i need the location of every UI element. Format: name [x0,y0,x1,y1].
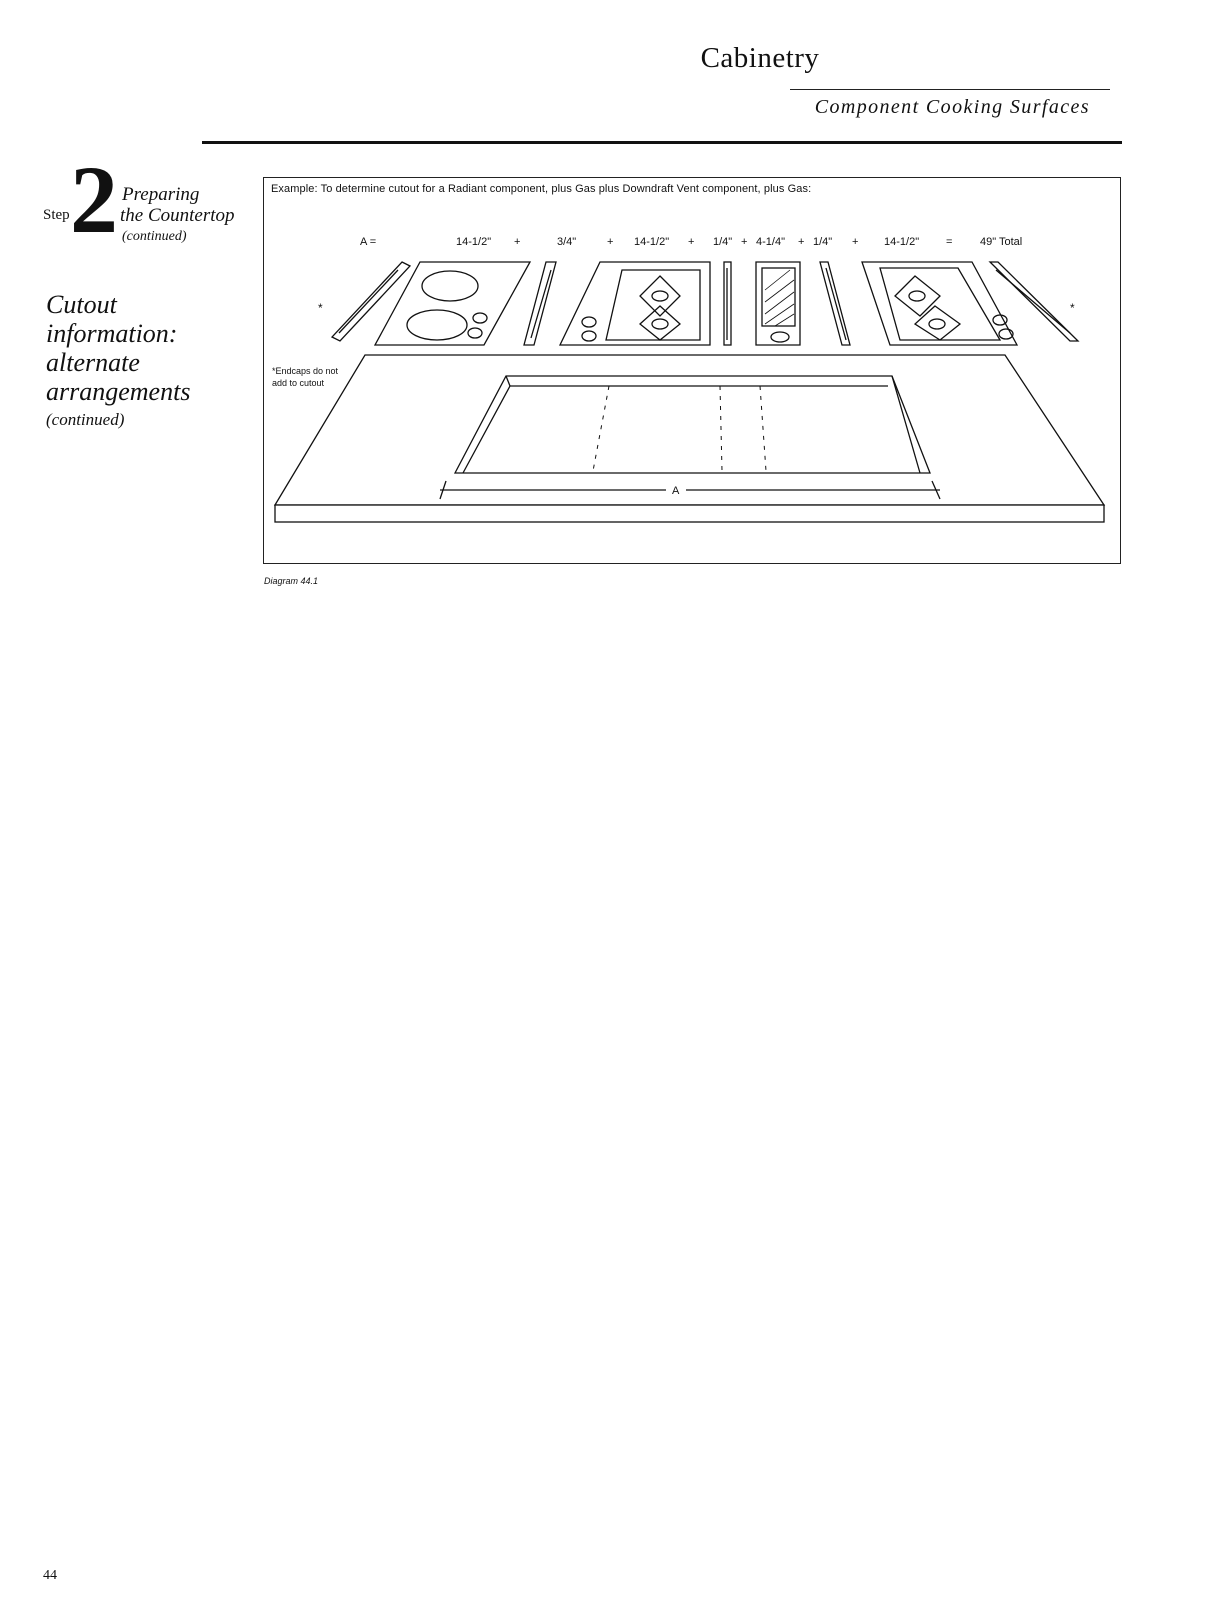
formula-term: 3/4" [557,236,577,248]
step-title-line1: Preparing [122,184,200,205]
step-number: 2 [70,146,118,253]
formula-term: A = [360,236,377,248]
step-title-line3: (continued) [122,229,187,244]
cutout-opening [455,376,930,473]
gas-component [560,262,710,345]
formula-term: + [514,236,521,248]
formula-term: 14-1/2" [456,236,492,248]
step-word: Step [43,207,70,223]
section-subtitle: Component Cooking Surfaces [814,96,1090,118]
formula-term: 4-1/4" [756,236,785,248]
formula-term: + [607,236,614,248]
formula-term: 1/4" [813,236,833,248]
endcap-note-line2: add to cutout [272,378,325,388]
countertop-front-edge [275,505,1104,522]
spacer-strip [820,262,850,345]
section-title: Cabinetry [700,42,820,74]
formula-term: = [946,236,953,248]
formula-term: + [741,236,748,248]
formula-term: + [688,236,695,248]
endcap-asterisk-left: * [318,301,323,315]
spacer-strip [724,262,731,345]
formula-term: 14-1/2" [634,236,670,248]
formula-term: 49" Total [980,236,1023,248]
formula-term: 14-1/2" [884,236,920,248]
formula-term: + [798,236,805,248]
endcap-note-line1: *Endcaps do not [272,366,339,376]
sidebar-heading-sub: (continued) [46,410,125,429]
gas-component [862,262,1017,345]
page-number: 44 [43,1568,57,1583]
diagram-caption: Diagram 44.1 [264,576,319,586]
sidebar-heading: Cutout information: alternate arrangements [46,290,191,406]
filler-strip [524,262,556,345]
endcap-asterisk-right: * [1070,301,1075,315]
formula-term: 1/4" [713,236,733,248]
downdraft-vent-component [756,262,800,345]
step-title-line2: the Countertop [120,205,235,226]
example-text: Example: To determine cutout for a Radiant component, plus Gas plus Downdraft Vent component, plus Gas: [271,183,812,195]
formula-term: + [852,236,859,248]
dimension-label-a: A [672,485,680,497]
